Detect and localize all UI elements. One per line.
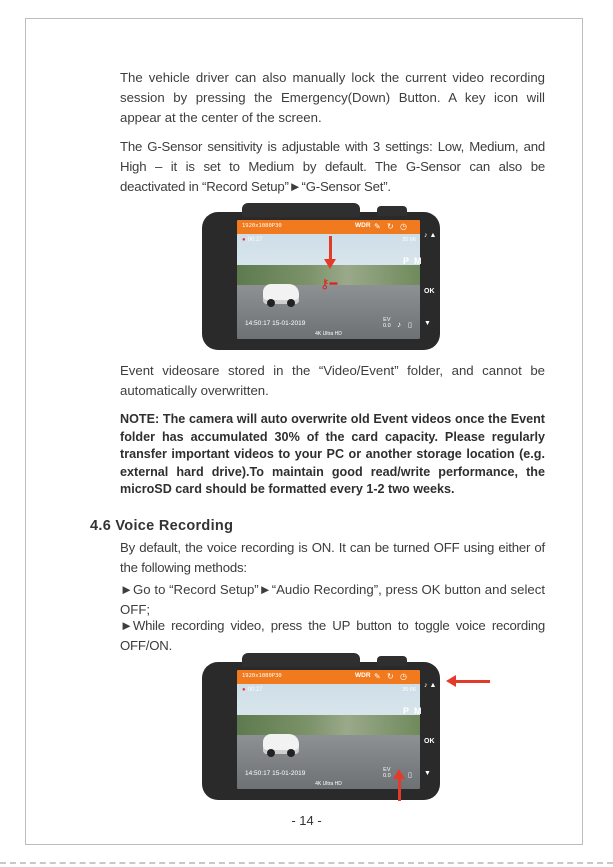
pm-buttons: PM [403,256,427,266]
loop-icon: ↻ [387,222,394,231]
ev-indicator: EV 0.0 [383,767,391,779]
cut-line [0,862,613,864]
resolution-label: 1920x1080P30 [242,673,282,679]
down-button: ▼ [424,770,431,777]
sd-card-icon: ▯ [408,322,412,329]
down-button: ▼ [424,320,431,327]
dashcam-illustration-lock [202,212,440,350]
lock-paragraph: The vehicle driver can also manually lock the current video recording session by pressing the Emergency(Down) Button. A key icon will appear at the center of the screen. [120,70,545,125]
ok-button: OK [424,738,435,745]
method-one-paragraph: ►Go to “Record Setup”►“Audio Recording”, press OK button and select OFF; [120,582,545,617]
pm-buttons: PM [403,706,427,716]
sd-card-icon: ▯ [408,772,412,779]
remaining-time: 35:06 [402,687,416,693]
gsensor-icon: ✎ [374,672,381,681]
date-time-stamp: 14:50:17 15-01-2019 [245,320,306,327]
quality-label: 4K Ultra HD [315,331,342,337]
ok-button: OK [424,288,435,295]
microphone-icon: ♪ [397,320,401,329]
ev-indicator: EV 0.0 [383,317,391,329]
key-pointer-arrow [329,236,332,261]
voice-intro-paragraph: By default, the voice recording is ON. It can be turned OFF using either of the following methods: [120,540,545,575]
mic-icon-pointer-arrow [398,777,401,801]
up-button: ♪ ▲ [424,682,437,689]
remaining-time: 35:06 [402,237,416,243]
gsensor-paragraph: The G-Sensor sensitivity is adjustable with 3 settings: Low, Medium, and High – it is set to Medium by default. The G-Sensor can also be deactivated in “Record Setup”►“G-Sensor Set”. [120,139,545,194]
recording-timer: ● 00:27 [242,687,263,693]
mic-side-icon: ♪ ▲ [424,232,437,239]
parking-icon: ◷ [400,222,407,231]
note-paragraph: NOTE: The camera will auto overwrite old Event videos once the Event folder has accumulated 30% of the card capacity. Please regularly transfer important videos to your PC or another storage location (e.g. external hard drive).To maintain good read/write performance, the microSD card should be formatted every 1-2 two weeks. [120,412,545,496]
wdr-label: WDR [355,672,371,679]
lock-key-icon: ⚷━ [320,276,338,291]
recording-timer: ● 00:27 [242,237,263,243]
loop-icon: ↻ [387,672,394,681]
event-paragraph: Event videosare stored in the “Video/Event” folder, and cannot be automatically overwritten. [120,363,545,398]
car-image [263,734,299,754]
wdr-label: WDR [355,222,371,229]
dashcam-illustration-voice [202,662,440,800]
up-button-pointer-arrow [455,680,490,683]
gsensor-icon: ✎ [374,222,381,231]
car-image [263,284,299,304]
resolution-label: 1920x1080P30 [242,223,282,229]
date-time-stamp: 14:50:17 15-01-2019 [245,770,306,777]
page-number: - 14 - [291,813,322,828]
method-two-paragraph: ►While recording video, press the UP button to toggle voice recording OFF/ON. [120,618,545,653]
parking-icon: ◷ [400,672,407,681]
quality-label: 4K Ultra HD [315,781,342,787]
section-heading: 4.6 Voice Recording [90,518,234,534]
